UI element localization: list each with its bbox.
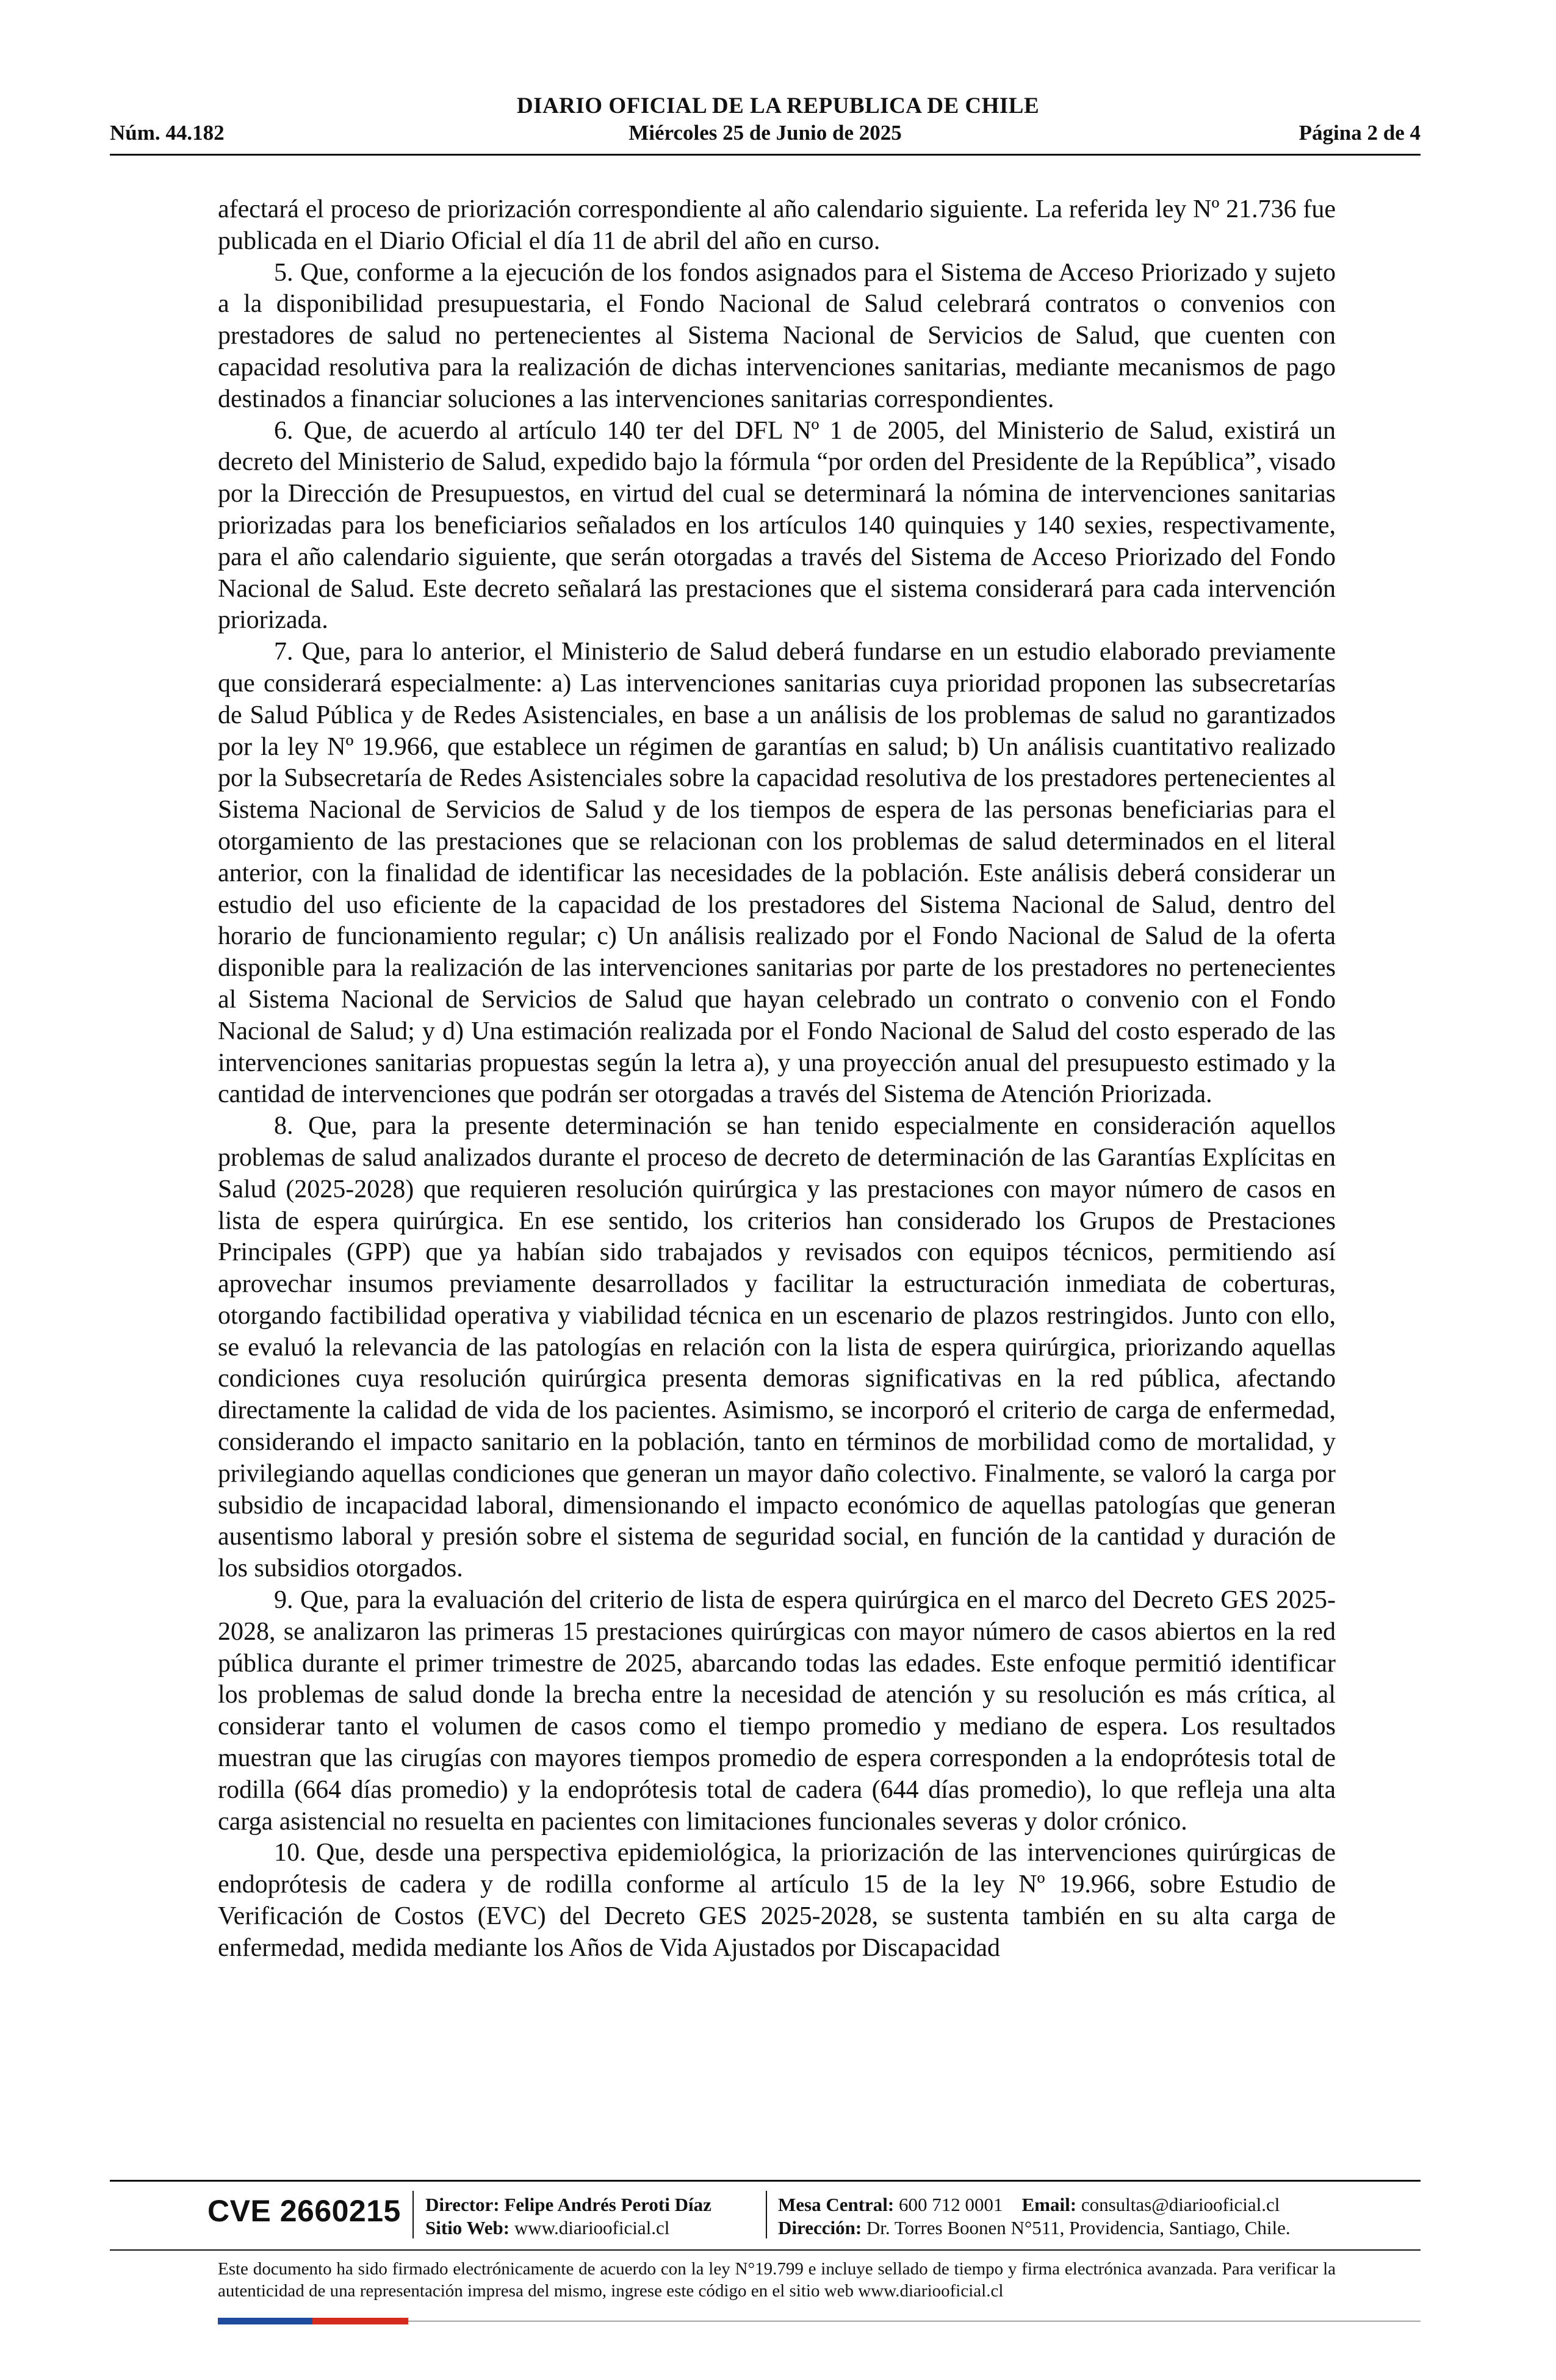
footer-director-block (425, 2193, 711, 2240)
paragraph-7: 7. Que, para lo anterior, el Ministerio de Salud deberá fundarse en un estudio elaborado previamente que considerará especialmente: a) Las intervenciones sanitarias cuya prioridad proponen las subsecretarías de Salud Pública y de Redes Asistenciales, en base a un análisis de los problemas de salud no garantizados por la ley Nº 19.966, que establece un régimen de garantías en salud; b) Un análisis cuantitativo realizado por la Subsecretaría de Redes Asistenciales sobre la capacidad resolutiva de los prestadores pertenecientes al Sistema Nacional de Servicios de Salud y de los tiempos de espera de las personas beneficiarias para el otorgamiento de las prestaciones que se relacionan con los problemas de salud determinados en el literal anterior, con la finalidad de identificar las necesidades de la población. Este análisis deberá considerar un estudio del uso eficiente de la capacidad de los prestadores del Sistema Nacional de Salud, dentro del horario de funcionamiento regular; c) Un análisis realizado por el Fondo Nacional de Salud de la oferta disponible para la realización de las intervenciones sanitarias por parte de los prestadores no pertenecientes al Sistema Nacional de Servicios de Salud que hayan celebrado un contrato o convenio con el Fondo Nacional de Salud; y d) Una estimación realizada por el Fondo Nacional de Salud del costo esperado de las intervenciones sanitarias propuestas según la letra a), y una proyección anual del presupuesto estimado y la cantidad de intervenciones que podrán ser otorgadas a través del Sistema de Atención Priorizada. (218, 638, 1336, 1109)
phone-number: 600 712 0001 (899, 2194, 1003, 2215)
newspaper-title: DIARIO OFICIAL DE LA REPUBLICA DE CHILE (516, 93, 1040, 118)
flag-stripe-blue (218, 2318, 312, 2324)
footer-contact-block (778, 2193, 1291, 2240)
director-name: Felipe Andrés Peroti Díaz (504, 2194, 711, 2215)
website-link[interactable]: www.diariooficial.cl (514, 2217, 670, 2238)
paragraph-10: 10. Que, desde una perspectiva epidemiológica, la priorización de las intervenciones quirúrgicas de endoprótesis de cadera y de rodilla conforme al artículo 15 de la ley Nº 19.966, sobre Estudio de Verificación de Costos (EVC) del Decreto GES 2025-2028, se sustenta también en su alta carga de enfermedad, medida mediante los Años de Vida Ajustados por Discapacidad (218, 1839, 1336, 1962)
contact-line: Mesa Central: 600 712 0001 Email: consultas@diariooficial.cl (778, 2194, 1280, 2215)
footer-separator (412, 2191, 414, 2238)
cve-code: CVE 2660215 (207, 2194, 401, 2228)
footer-separator (766, 2191, 767, 2238)
paragraph-8: 8. Que, para la presente determinación se han tenido especialmente en consideración aquellos problemas de salud analizados durante el proceso de decreto de determinación de las Garantías Explícitas en Salud (2025-2028) que requieren resolución quirúrgica y las prestaciones con mayor número de casos en lista de espera quirúrgica. En ese sentido, los criterios han considerado los Grupos de Prestaciones Principales (GPP) que ya habían sido trabajados y revisados con equipos técnicos, permitiendo así aprovechar insumos previamente desarrollados y facilitar la estructuración inmediata de coberturas, otorgando factibilidad operativa y viabilidad técnica en un escenario de plazos restringidos. Junto con ello, se evaluó la relevancia de las patologías en relación con la lista de espera quirúrgica, priorizando aquellas condiciones cuya resolución quirúrgica presenta demoras significativas en la red pública, afectando directamente la calidad de vida de los pacientes. Asimismo, se incorporó el criterio de carga de enfermedad, considerando el impacto sanitario en la población, tanto en términos de morbilidad como de mortalidad, y privilegiando aquellas condiciones que generan un mayor daño colectivo. Finalmente, se valoró la carga por subsidio de incapacidad laboral, dimensionando el impacto económico de aquellas patologías que generan ausentismo laboral y presión sobre el sistema de seguridad social, en función de la cantidad y duración de los subsidios otorgados. (218, 1112, 1336, 1583)
footer-bottom-divider (110, 2249, 1421, 2251)
paragraph-6: 6. Que, de acuerdo al artículo 140 ter del DFL Nº 1 de 2005, del Ministerio de Salud, existirá un decreto del Ministerio de Salud, expedido bajo la fórmula “por orden del Presidente de la República”, visado por la Dirección de Presupuestos, en virtud del cual se determinará la nómina de intervenciones sanitarias priorizadas para los beneficiarios señalados en los artículos 140 quinquies y 140 sexies, respectivamente, para el año calendario siguiente, que serán otorgadas a través del Sistema de Acceso Priorizado del Fondo Nacional de Salud. Este decreto señalará las prestaciones que el sistema considerará para cada intervención priorizada. (218, 416, 1336, 635)
issue-number: Núm. 44.182 (110, 121, 225, 145)
page-indicator: Página 2 de 4 (1298, 121, 1421, 145)
website-line: Sitio Web: www.diariooficial.cl (425, 2217, 670, 2238)
issue-date: Miércoles 25 de Junio de 2025 (629, 121, 902, 145)
header-divider (110, 154, 1421, 156)
address-line: Dirección: Dr. Torres Boonen N°511, Providencia, Santiago, Chile. (778, 2217, 1291, 2238)
paragraph-5: 5. Que, conforme a la ejecución de los fondos asignados para el Sistema de Acceso Priorizado y sujeto a la disponibilidad presupuestaria, el Fondo Nacional de Salud celebrará contratos o convenios con prestadores de salud no pertenecientes al Sistema Nacional de Servicios de Salud, que cuenten con capacidad resolutiva para la realización de dichas intervenciones sanitarias, mediante mecanismos de pago destinados a financiar soluciones a las intervenciones sanitarias correspondientes. (218, 258, 1336, 413)
director-line: Director: Felipe Andrés Peroti Díaz (425, 2194, 711, 2215)
paragraph-9: 9. Que, para la evaluación del criterio de lista de espera quirúrgica en el marco del Decreto GES 2025-2028, se analizaron las primeras 15 prestaciones quirúrgicas con mayor número de casos abiertos en la red pública durante el primer trimestre de 2025, abarcando todas las edades. Este enfoque permitió identificar los problemas de salud donde la brecha entre la necesidad de atención y su resolución es más crítica, al considerar tanto el volumen de casos como el tiempo promedio y mediano de espera. Los resultados muestran que las cirugías con mayores tiempos promedio de espera corresponden a la endoprótesis total de rodilla (664 días promedio) y la endoprótesis total de cadera (644 días promedio), lo que refleja una alta carga asistencial no resuelta en pacientes con limitaciones funcionales severas y dolor crónico. (218, 1586, 1336, 1836)
electronic-signature-notice: Este documento ha sido firmado electrónicamente de acuerdo con la ley N°19.799 e incluye sellado de tiempo y firma electrónica avanzada. Para verificar la autenticidad de una representación impresa del mismo, ingrese este código en el sitio web www.diariooficial.cl (218, 2259, 1336, 2301)
footer-top-divider (110, 2180, 1421, 2182)
email-link[interactable]: consultas@diariooficial.cl (1081, 2194, 1280, 2215)
address-value: Dr. Torres Boonen N°511, Providencia, Santiago, Chile. (866, 2217, 1291, 2238)
document-body (218, 194, 1336, 1964)
flag-stripe-red (312, 2318, 408, 2324)
paragraph-continuation: afectará el proceso de priorización correspondiente al año calendario siguiente. La referida ley Nº 21.736 fue publicada en el Diario Oficial el día 11 de abril del año en curso. (218, 195, 1336, 255)
